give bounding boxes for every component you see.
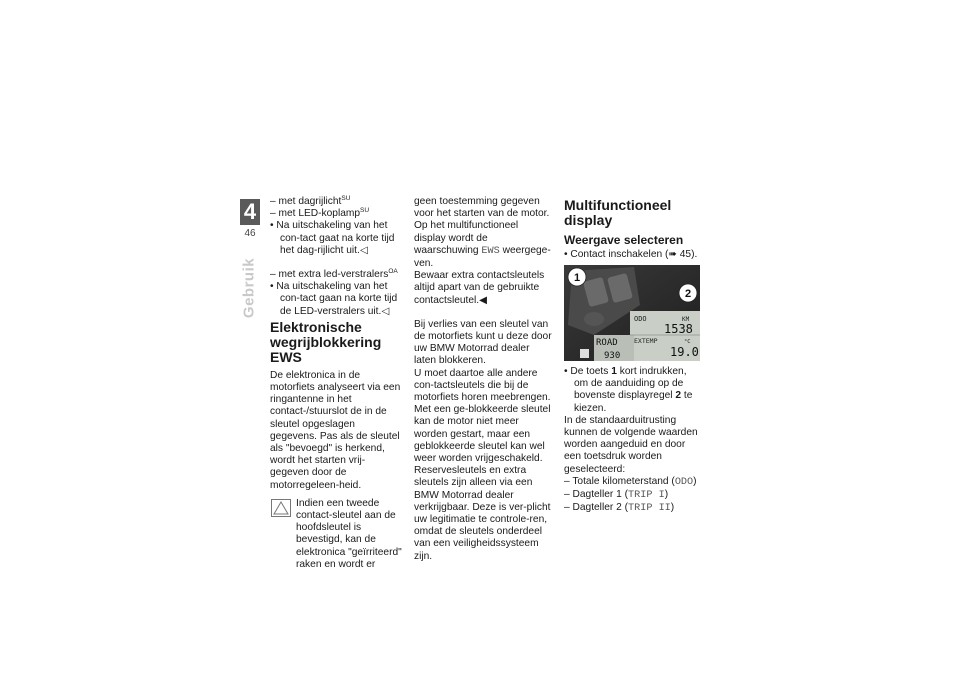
column-1 <box>270 196 404 571</box>
section-heading: Elektronische wegrijblokkering EWS <box>270 318 382 365</box>
list-item: – met extra led-verstralers$^{OA}$ <box>270 268 398 281</box>
paragraph: In de standaarduitrusting kunnen de volgende waarden worden aangeduid en door een toetsdruk worden geselecteerd: <box>564 414 698 475</box>
list-item: – Dagteller 1 (TRIP I) <box>564 489 669 502</box>
end-mark-icon: ◁ <box>381 305 390 317</box>
paragraph: Bij verlies van een sleutel van de motorfiets kunt u deze door uw BMW Motorrad dealer laten blokkeren. <box>414 318 552 367</box>
display-odo-label: ODO <box>634 315 647 323</box>
display-mode: ROAD <box>596 338 618 348</box>
list-item: • De toets 1 kort indrukken, om de aanduiding op de bovenste displayregel 2 te kiezen. <box>564 366 693 414</box>
paragraph: geen toestemming gegeven voor het starten van de motor. Op het multifunctioneel display wordt de waarschuwing EWS weergege-ven. <box>414 196 551 270</box>
chapter-number: 4 <box>240 199 260 225</box>
paragraph: De elektronica in de motorfiets analyseert via een ringantenne in het contact-/stuurslot de in de sleutel opgeslagen gegevens. Pas als de sleutel als "bevoegd" is herkend, wordt het starten vrij-gegeven door de motorregeleen-heid. <box>270 369 401 491</box>
svg-text:2: 2 <box>684 288 692 300</box>
note: Indien een tweede contact-sleutel aan de hoofdsleutel is bevestigd, kan de elektronica "geïrriteerd" raken en wordt er <box>270 498 404 571</box>
column-3-continued <box>564 366 700 515</box>
lock-icon <box>580 349 589 358</box>
list-item: • Na uitschakeling van het con-tact gaat na korte tijd het dag-rijlicht uit.◁ <box>270 220 395 256</box>
end-mark-icon: ◁ <box>359 244 368 256</box>
list-item: – Totale kilometerstand (ODO) <box>564 475 697 488</box>
section-heading: Multifunctioneel display <box>564 197 672 228</box>
display-km-unit: KM <box>682 316 690 323</box>
list-item: – met dagrijlicht$^{SU}$ <box>270 195 351 207</box>
display-bottom-value: 930 <box>604 351 621 361</box>
subsection-heading: Weergave selecteren <box>564 233 684 247</box>
display-photo <box>564 265 700 361</box>
display-temp-value: 19.0 <box>670 345 699 359</box>
page-number: 46 <box>244 228 256 239</box>
paragraph: U moet daartoe alle andere con-tactsleutels die bij de motorfiets horen meebrengen. Met een ge-blokkeerde sleutel kan de motor niet meer worden gestart, maar een geblokkeerde sleutel kan wel weer worden vrijgeschakeld. Reservesleutels en extra sleutels zijn alleen via een BMW Motorrad dealer verkrijgbaar. Deze is ver-plicht uw legitimatie te controle-ren, omdat de sleutels onderdeel van een veiligheidssysteem zijn. <box>414 367 551 562</box>
column-3 <box>564 196 700 261</box>
list-item: • Na uitschakeling van het con-tact gaan na korte tijd de LED-verstralers uit.◁ <box>270 281 398 317</box>
end-mark-icon: ◀ <box>479 294 487 306</box>
arrow-ref-icon: ➠ <box>668 249 677 260</box>
paragraph: Bewaar extra contactsleutels altijd apart van de gebruikte contactsleutel.◀ <box>414 270 545 306</box>
list-item: • Contact inschakelen (➠ 45). <box>564 249 698 260</box>
side-title: Gebruik <box>240 257 258 319</box>
display-extemp-label: EXTEMP <box>634 337 658 345</box>
column-2 <box>414 196 552 563</box>
display-odo-value: 1538 <box>664 322 693 336</box>
list-item: – met LED-koplamp$^{SU}$ <box>270 207 370 220</box>
svg-text:1: 1 <box>573 272 581 284</box>
warning-triangle-icon <box>271 499 291 517</box>
display-temp-unit: °C <box>684 339 691 345</box>
list-item: – Dagteller 2 (TRIP II) <box>564 502 675 515</box>
